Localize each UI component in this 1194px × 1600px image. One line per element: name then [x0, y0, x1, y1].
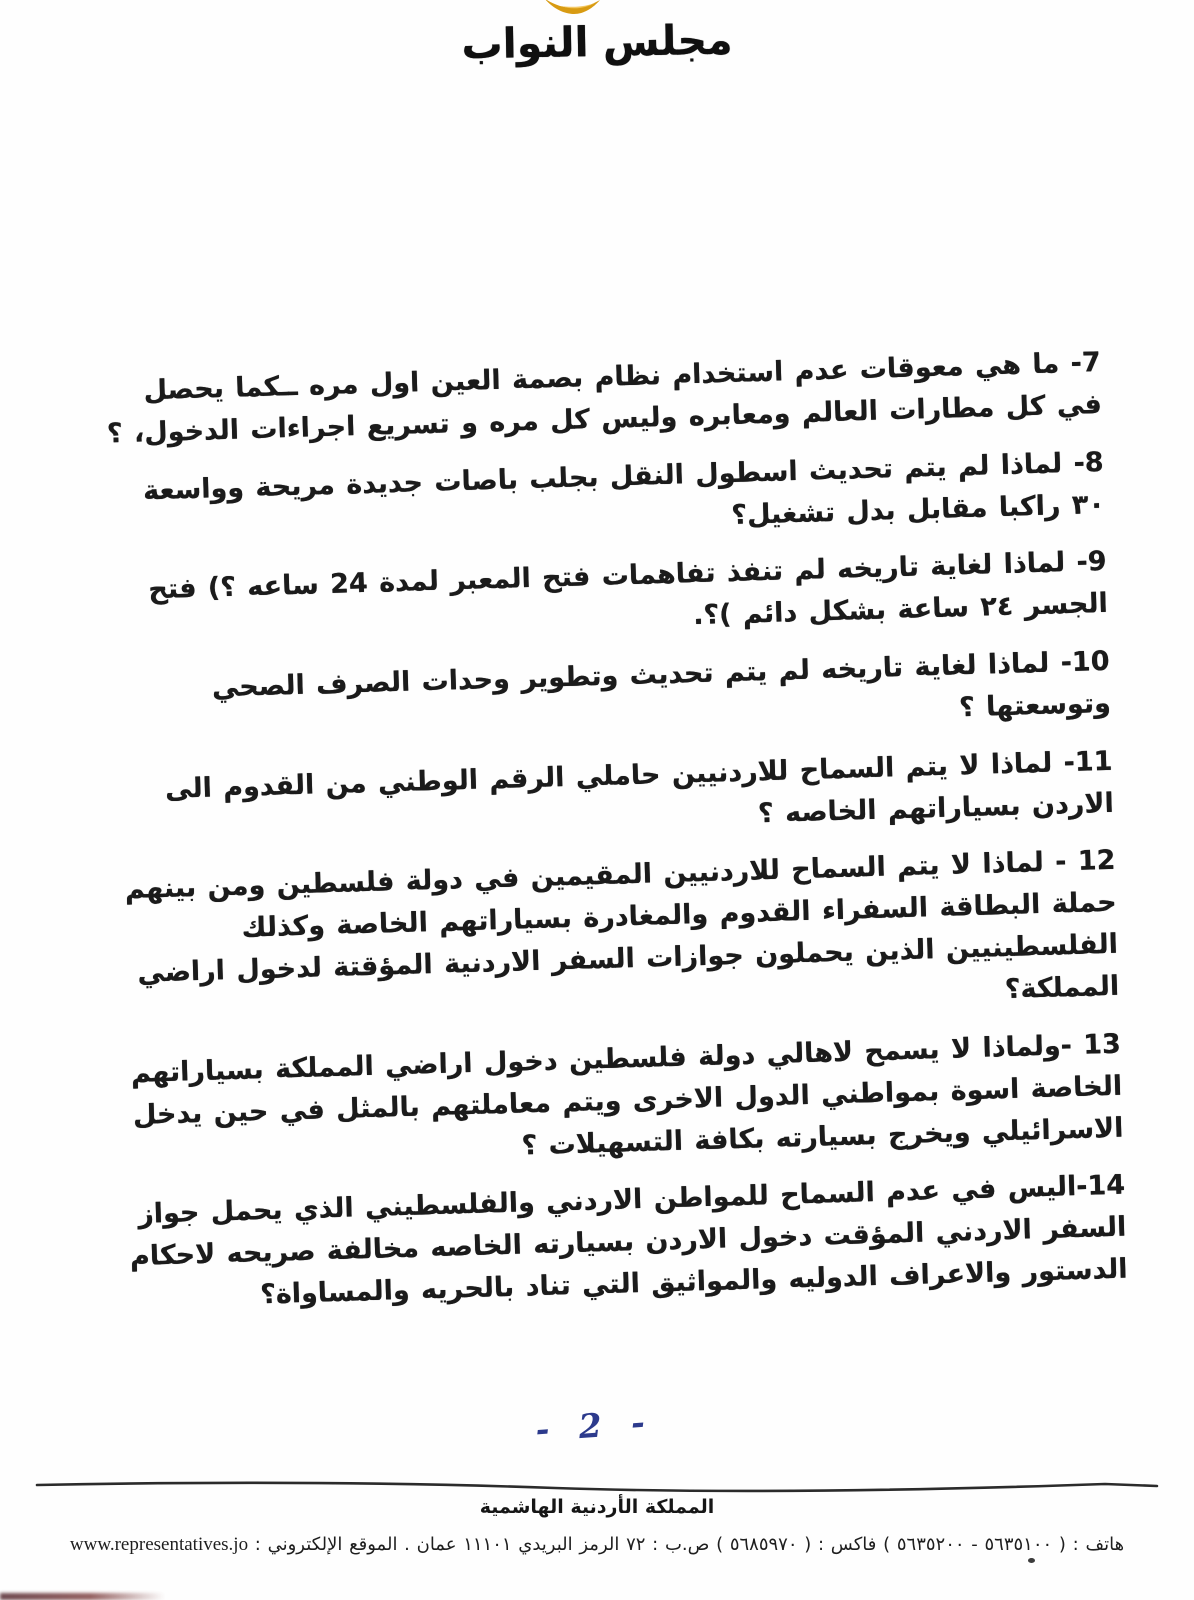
footer-contact [0, 1534, 1194, 1556]
question-item-11: 11- لماذا لا يتم السماح للاردنيين حاملي الرقم الوطني من القدوم الى الاردن بسياراتهم الخاصه ؟ [164, 745, 1115, 829]
scan-speck [1028, 1558, 1035, 1563]
question-item-9: 9- لماذا لغاية تاريخه لم تنفذ تفاهمات فتح المعبر لمدة 24 ساعه ؟) فتح الجسر ٢٤ ساعة بشكل دائم )؟. [147, 546, 1109, 632]
question-item-7: 7- ما هي معوقات عدم استخدام نظام بصمة العين اول مره ــكما يحصل في كل مطارات العالم ومعابره وليس كل مره و تسريع اجراءات الدخول، ؟ [106, 346, 1103, 450]
website-url: www.representatives.jo [69, 1534, 249, 1555]
question-item-12: 12 - لماذا لا يتم السماح للاردنيين المقيمين في دولة فلسطين ومن بينهم حملة البطاقة السفراء القدوم والمغادرة بسياراتهم الخاصة وكذلك الفلسطينيين الذين يحملون جوازات السفر الاردنية المؤقتة لدخول اراضي المملكة؟ [124, 845, 1120, 1006]
scan-smudge [0, 1593, 165, 1600]
question-item-14: 14-اليس في عدم السماح للمواطن الاردني والفلسطيني الذي يحمل جواز السفر الاردني المؤقت دخول الاردن بسيارته الخاصه مخالفة صريحه لاحكام الدستور والاعراف الدوليه والمواثيق التي تناد بالحريه والمساواة؟ [129, 1169, 1128, 1311]
footer-divider [35, 1479, 1159, 1493]
page-number: - 2 - [534, 1401, 656, 1450]
question-item-8: 8- لماذا لم يتم تحديث اسطول النقل بجلب باصات جديدة مريحة وواسعة ٣٠ راكبا مقابل بدل تشغيل؟ [142, 446, 1106, 531]
question-item-13: 13 -ولماذا لا يسمح لاهالي دولة فلسطين دخول اراضي المملكة بسياراتهم الخاصة اسوة بمواطني الدول الاخرى ويتم معاملتهم بالمثل في حين يدخل الاسرائيلي ويخرج بسيارته بكافة التسهيلات ؟ [130, 1028, 1124, 1162]
question-item-10: 10- لماذا لغاية تاريخه لم يتم تحديث وتطوير وحدات الصرف الصحي وتوسعتها ؟ [211, 645, 1112, 724]
kingdom-title: المملكة الأردنية الهاشمية [479, 1496, 715, 1518]
contact-text: هاتف : ( ٥٦٣٥١٠٠ - ٥٦٣٥٢٠٠ ) فاكس : ( ٥٦٨٥٩٧٠ ) ص.ب : ٧٢ الرمز البريدي ١١١٠١ عمان . الموقع الإلكتروني : [248, 1534, 1125, 1555]
questions-list [95, 342, 1128, 1336]
crown-emblem-icon [541, 0, 603, 17]
page-title: مجلس النواب [461, 15, 733, 69]
